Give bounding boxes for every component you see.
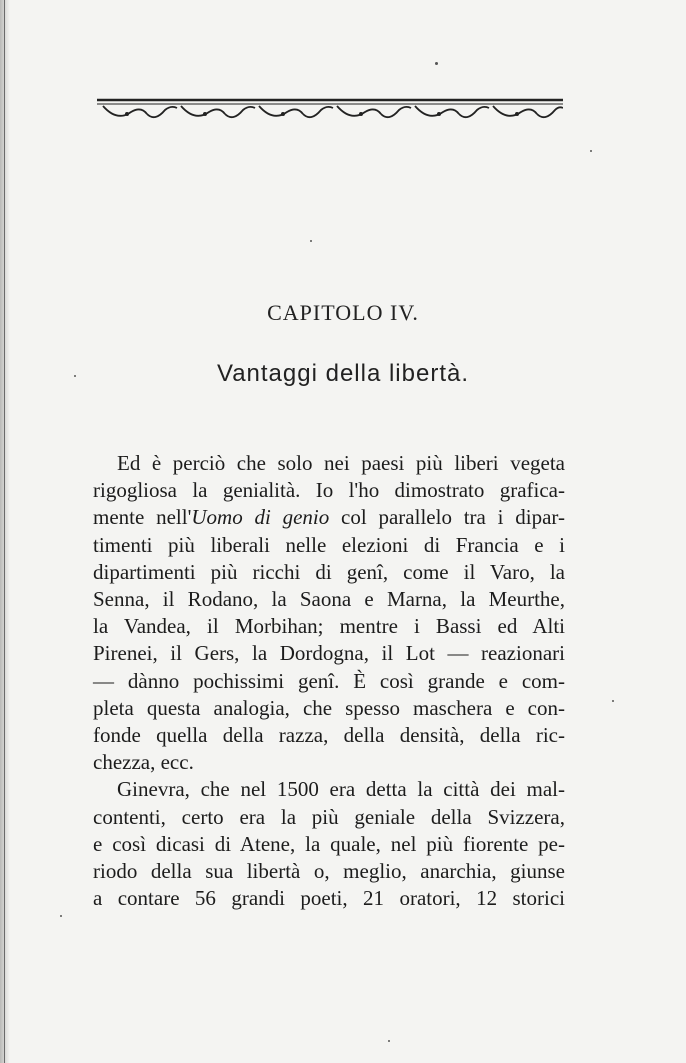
body-text — [93, 450, 565, 912]
text-line: pleta questa analogia, che spesso maschera e con- — [93, 695, 565, 720]
text-line: a contare 56 grandi poeti, 21 oratori, 12 storici — [93, 886, 565, 911]
text-line — [93, 504, 565, 531]
page-edge-line — [4, 0, 5, 1063]
scan-speck — [435, 62, 438, 65]
section-title: Vantaggi della libertà. — [216, 360, 470, 387]
decorative-header-ornament — [97, 96, 563, 130]
text-fragment: col parallelo tra i dipar- — [329, 505, 565, 530]
text-line: — dànno pochissimi genî. È così grande e com- — [93, 668, 565, 693]
text-line: e così dicasi di Atene, la quale, nel più fiorente pe- — [93, 831, 565, 856]
scan-speck — [74, 375, 76, 377]
text-line: dipartimenti più ricchi di genî, come il Varo, la — [93, 559, 565, 584]
text-line: riodo della sua libertà o, meglio, anarchia, giunse — [93, 859, 565, 884]
text-line: Senna, il Rodano, la Saona e Marna, la Meurthe, — [93, 587, 565, 612]
chapter-heading: CAPITOLO IV. — [267, 300, 419, 325]
text-line: rigogliosa la genialità. Io l'ho dimostrato grafica- — [93, 478, 565, 503]
text-line: timenti più liberali nelle elezioni di Francia e i — [93, 532, 565, 557]
page-edge — [0, 0, 10, 1063]
scan-speck — [590, 150, 592, 152]
scan-speck — [60, 915, 62, 917]
text-line: contenti, certo era la più geniale della Svizzera, — [93, 804, 565, 829]
text-fragment: mente nell' — [93, 505, 192, 530]
scan-speck — [388, 1040, 390, 1042]
text-line: la Vandea, il Morbihan; mentre i Bassi ed Alti — [93, 614, 565, 639]
text-line: Ed è perciò che solo nei paesi più liberi vegeta — [117, 451, 565, 475]
text-line: fonde quella della razza, della densità, della ric- — [93, 723, 565, 748]
text-line: chezza, ecc. — [93, 750, 194, 775]
scan-speck — [612, 700, 614, 702]
text-line: Ginevra, che nel 1500 era detta la città dei mal- — [117, 777, 565, 802]
book-title: Uomo di genio — [191, 505, 330, 530]
text-line: Pirenei, il Gers, la Dordogna, il Lot — reazionari — [93, 641, 565, 666]
scan-speck — [310, 240, 312, 242]
